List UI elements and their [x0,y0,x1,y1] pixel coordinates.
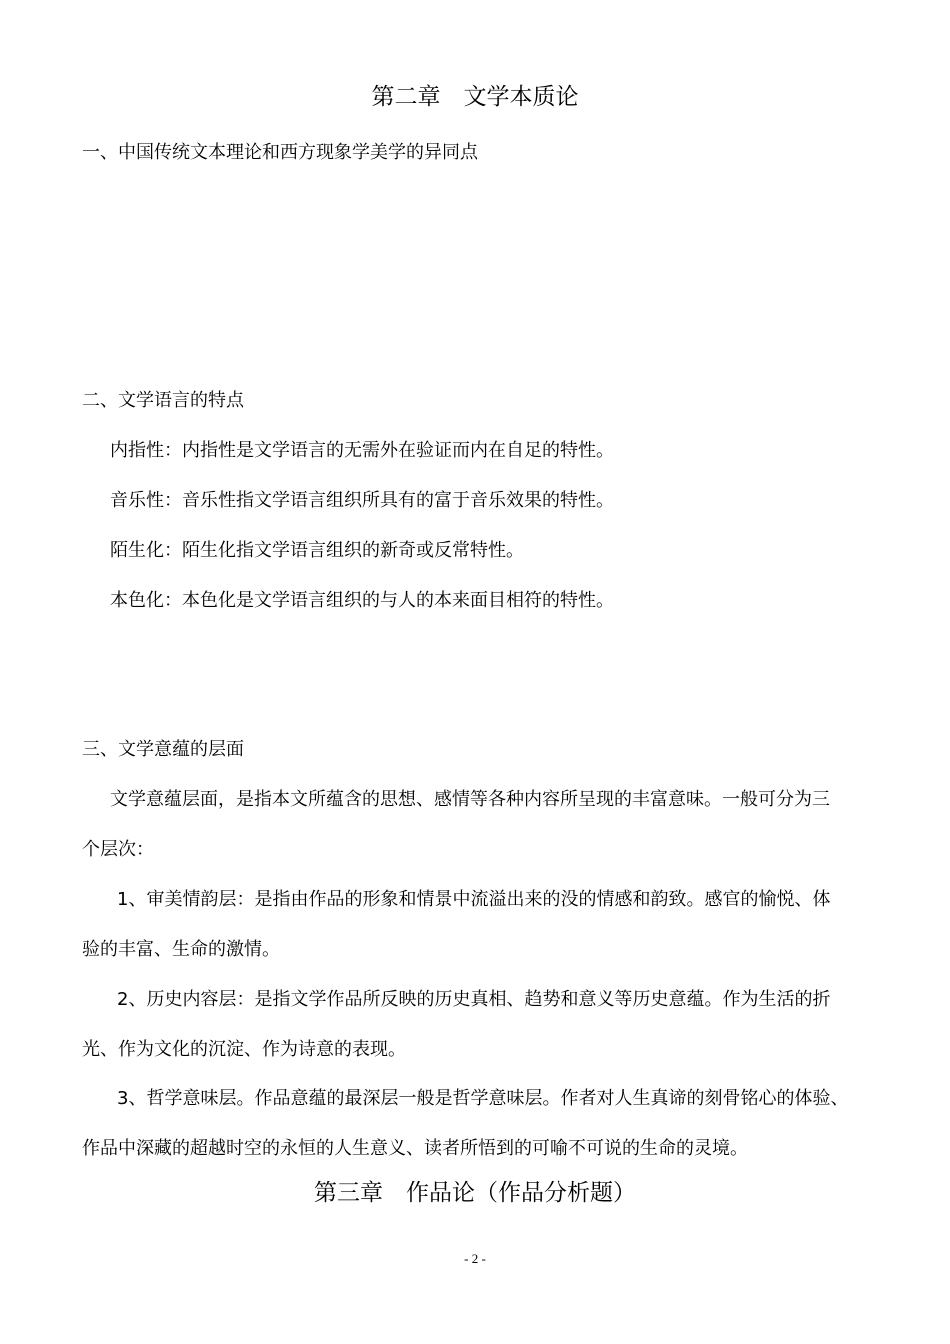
level-2-line-1: 2、历史内容层：是指文学作品所反映的历史真相、趋势和意义等历史意蕴。作为生活的折 [117,989,831,1010]
feature-item-natural-color: 本色化：本色化是文学语言组织的与人的本来面目相符的特性。 [110,590,614,611]
section-3-intro-line-1: 文学意蕴层面，是指本文所蕴含的思想、感情等各种内容所呈现的丰富意味。一般可分为三 [110,789,830,810]
level-3-line-2: 作品中深藏的超越时空的永恒的人生意义、读者所悟到的可喻不可说的生命的灵境。 [82,1138,748,1159]
level-1-line-2: 验的丰富、生命的激情。 [82,939,280,960]
section-1-heading: 一、中国传统文本理论和西方现象学美学的异同点 [82,142,478,163]
section-3-intro-line-2: 个层次： [82,839,154,860]
section-3-heading: 三、文学意蕴的层面 [82,739,244,760]
feature-item-musicality: 音乐性：音乐性指文学语言组织所具有的富于音乐效果的特性。 [110,490,614,511]
chapter-2-title: 第二章 文学本质论 [371,84,579,110]
chapter-3-title: 第三章 作品论（作品分析题） [314,1180,636,1206]
section-2-heading: 二、文学语言的特点 [82,390,244,411]
feature-item-defamiliarization: 陌生化：陌生化指文学语言组织的新奇或反常特性。 [110,540,524,561]
feature-item-internal-reference: 内指性：内指性是文学语言的无需外在验证而内在自足的特性。 [110,440,614,461]
page-number: - 2 - [464,1251,486,1266]
level-3-line-1: 3、哲学意味层。作品意蕴的最深层一般是哲学意味层。作者对人生真谛的刻骨铭心的体验、 [117,1088,849,1109]
level-2-line-2: 光、作为文化的沉淀、作为诗意的表现。 [82,1039,406,1060]
level-1-line-1: 1、审美情韵层：是指由作品的形象和情景中流溢出来的没的情感和韵致。感官的愉悦、体 [117,889,831,910]
